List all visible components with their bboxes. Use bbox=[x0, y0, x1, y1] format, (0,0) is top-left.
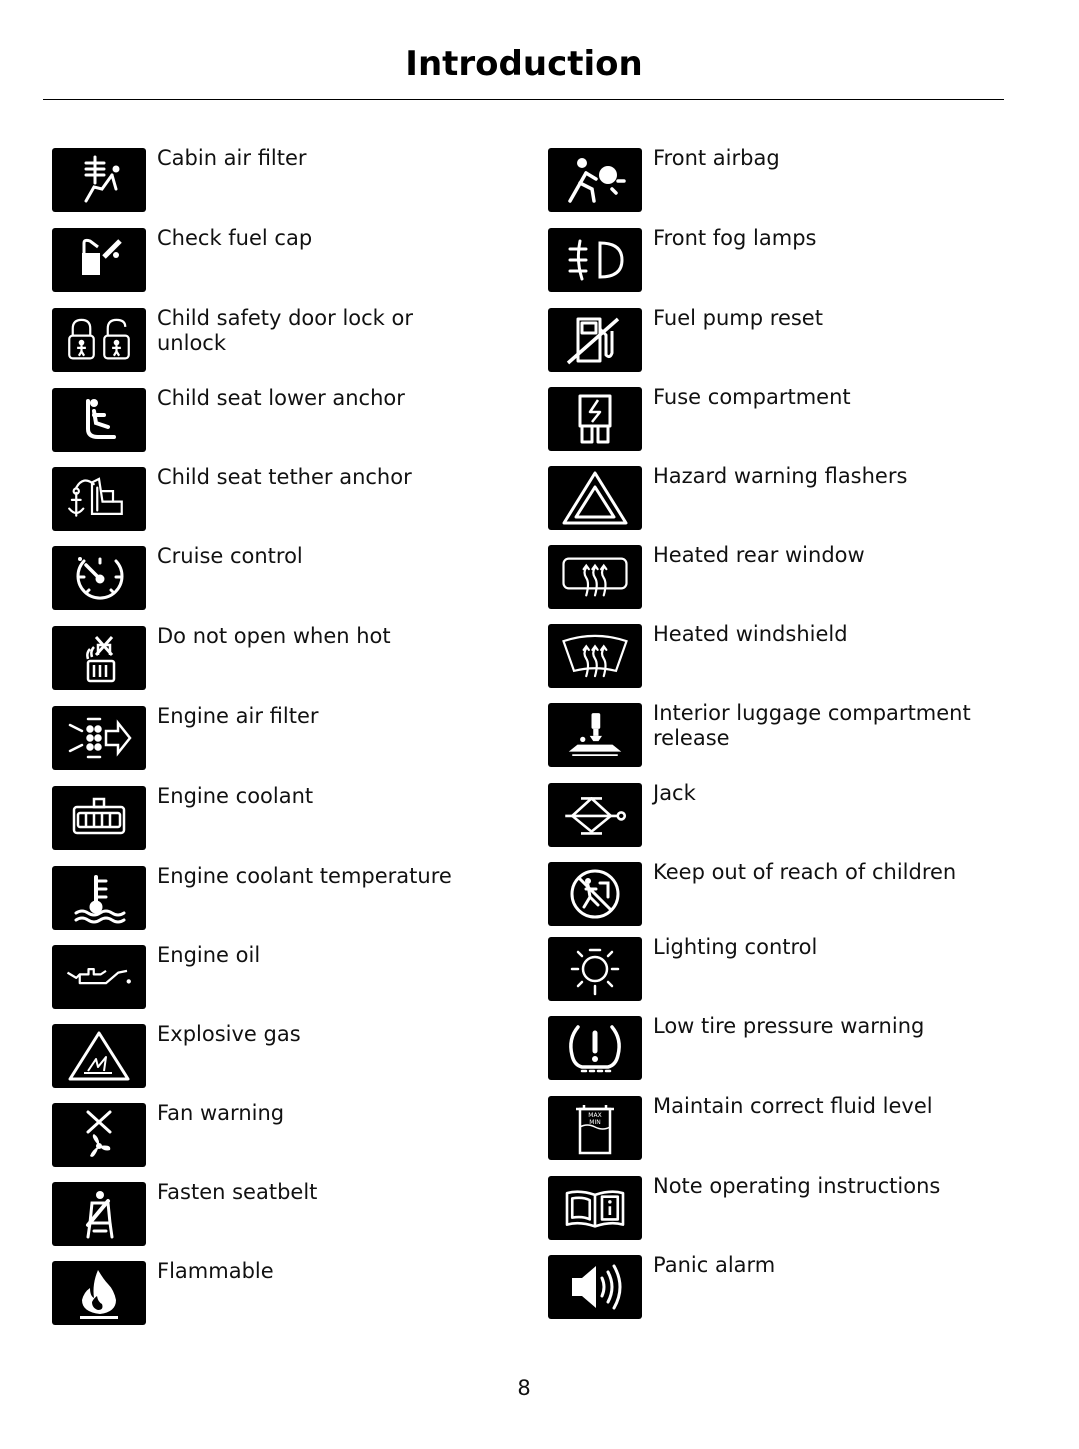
heated-windshield-icon bbox=[548, 624, 642, 688]
symbol-label: Keep out of reach of children bbox=[653, 860, 957, 884]
symbol-label: Low tire pressure warning bbox=[653, 1014, 925, 1038]
symbol-label: Do not open when hot bbox=[157, 624, 391, 648]
symbol-row bbox=[548, 1096, 988, 1160]
symbol-row bbox=[548, 862, 988, 926]
symbol-label: Explosive gas bbox=[157, 1022, 301, 1046]
coolant-temperature-icon bbox=[52, 866, 146, 930]
flammable-icon bbox=[52, 1261, 146, 1325]
symbol-label: Note operating instructions bbox=[653, 1174, 941, 1198]
jack-icon bbox=[548, 783, 642, 847]
fluid-level-icon bbox=[548, 1096, 642, 1160]
symbol-row bbox=[52, 308, 492, 372]
symbol-row bbox=[52, 945, 492, 1009]
front-fog-lamps-icon bbox=[548, 228, 642, 292]
front-airbag-icon bbox=[548, 148, 642, 212]
engine-coolant-icon bbox=[52, 786, 146, 850]
hazard-warning-icon bbox=[548, 466, 642, 530]
symbol-row bbox=[548, 1016, 988, 1080]
fluid-min-label: MIN bbox=[589, 1119, 601, 1126]
symbol-label: Interior luggage compartment release bbox=[653, 701, 971, 750]
symbol-label: Lighting control bbox=[653, 935, 818, 959]
symbol-label: Heated rear window bbox=[653, 543, 865, 567]
symbol-row bbox=[52, 228, 492, 292]
symbol-row bbox=[52, 467, 492, 531]
symbol-row bbox=[52, 706, 492, 770]
symbol-row bbox=[52, 1103, 492, 1167]
page-title: Introduction bbox=[405, 44, 643, 84]
child-seat-lower-anchor-icon bbox=[52, 388, 146, 452]
fuel-pump-reset-icon bbox=[548, 308, 642, 372]
symbol-label: Fuse compartment bbox=[653, 385, 851, 409]
symbol-row bbox=[52, 388, 492, 452]
engine-oil-icon bbox=[52, 945, 146, 1009]
heated-rear-window-icon bbox=[548, 545, 642, 609]
do-not-open-hot-icon bbox=[52, 626, 146, 690]
child-safety-lock-icon bbox=[52, 308, 146, 372]
symbol-label: Check fuel cap bbox=[157, 226, 313, 250]
symbol-label: Front airbag bbox=[653, 146, 780, 170]
cabin-air-filter-icon bbox=[52, 148, 146, 212]
operating-instructions-icon bbox=[548, 1176, 642, 1240]
symbol-row bbox=[52, 786, 492, 850]
child-seat-tether-anchor-icon bbox=[52, 467, 146, 531]
symbol-label: Engine oil bbox=[157, 943, 261, 967]
symbol-row bbox=[52, 1024, 492, 1088]
symbol-label: Maintain correct fluid level bbox=[653, 1094, 933, 1118]
symbol-row bbox=[548, 703, 988, 767]
fuse-compartment-icon bbox=[548, 387, 642, 451]
symbol-label: Cruise control bbox=[157, 544, 303, 568]
fluid-max-label: MAX bbox=[588, 1112, 602, 1119]
low-tire-pressure-icon bbox=[548, 1016, 642, 1080]
check-fuel-cap-icon bbox=[52, 228, 146, 292]
symbol-label: Fuel pump reset bbox=[653, 306, 823, 330]
symbol-label: Child safety door lock or unlock bbox=[157, 306, 413, 355]
symbol-row bbox=[548, 545, 988, 609]
lighting-control-icon bbox=[548, 937, 642, 1001]
symbol-row bbox=[548, 387, 988, 451]
cruise-control-icon bbox=[52, 546, 146, 610]
symbol-row bbox=[548, 624, 988, 688]
symbol-label: Flammable bbox=[157, 1259, 274, 1283]
symbol-label: Front fog lamps bbox=[653, 226, 817, 250]
symbol-label: Hazard warning flashers bbox=[653, 464, 908, 488]
symbol-label: Engine coolant temperature bbox=[157, 864, 452, 888]
symbol-row bbox=[548, 148, 988, 212]
page-number: 8 bbox=[517, 1376, 531, 1400]
symbol-label: Fan warning bbox=[157, 1101, 285, 1125]
symbol-row bbox=[548, 228, 988, 292]
symbol-label: Heated windshield bbox=[653, 622, 848, 646]
symbol-label: Panic alarm bbox=[653, 1253, 776, 1277]
symbol-label: Fasten seatbelt bbox=[157, 1180, 318, 1204]
header-rule bbox=[43, 99, 1004, 100]
symbol-label: Child seat tether anchor bbox=[157, 465, 412, 489]
symbol-row bbox=[52, 1182, 492, 1246]
symbol-row bbox=[52, 626, 492, 690]
explosive-gas-icon bbox=[52, 1024, 146, 1088]
symbol-row bbox=[52, 1261, 492, 1325]
symbol-row bbox=[52, 866, 492, 930]
symbol-row bbox=[548, 466, 988, 530]
symbol-row bbox=[548, 783, 988, 847]
engine-air-filter-icon bbox=[52, 706, 146, 770]
symbol-row bbox=[548, 308, 988, 372]
symbol-label: Child seat lower anchor bbox=[157, 386, 405, 410]
symbol-label: Jack bbox=[653, 781, 696, 805]
symbol-label: Cabin air filter bbox=[157, 146, 307, 170]
keep-away-children-icon bbox=[548, 862, 642, 926]
symbol-label: Engine coolant bbox=[157, 784, 314, 808]
symbol-row bbox=[52, 546, 492, 610]
symbol-label: Engine air filter bbox=[157, 704, 319, 728]
luggage-release-icon bbox=[548, 703, 642, 767]
symbol-row bbox=[548, 937, 988, 1001]
symbol-row bbox=[548, 1176, 988, 1240]
fasten-seatbelt-icon bbox=[52, 1182, 146, 1246]
symbol-row bbox=[52, 148, 492, 212]
panic-alarm-icon bbox=[548, 1255, 642, 1319]
fan-warning-icon bbox=[52, 1103, 146, 1167]
symbol-row bbox=[548, 1255, 988, 1319]
